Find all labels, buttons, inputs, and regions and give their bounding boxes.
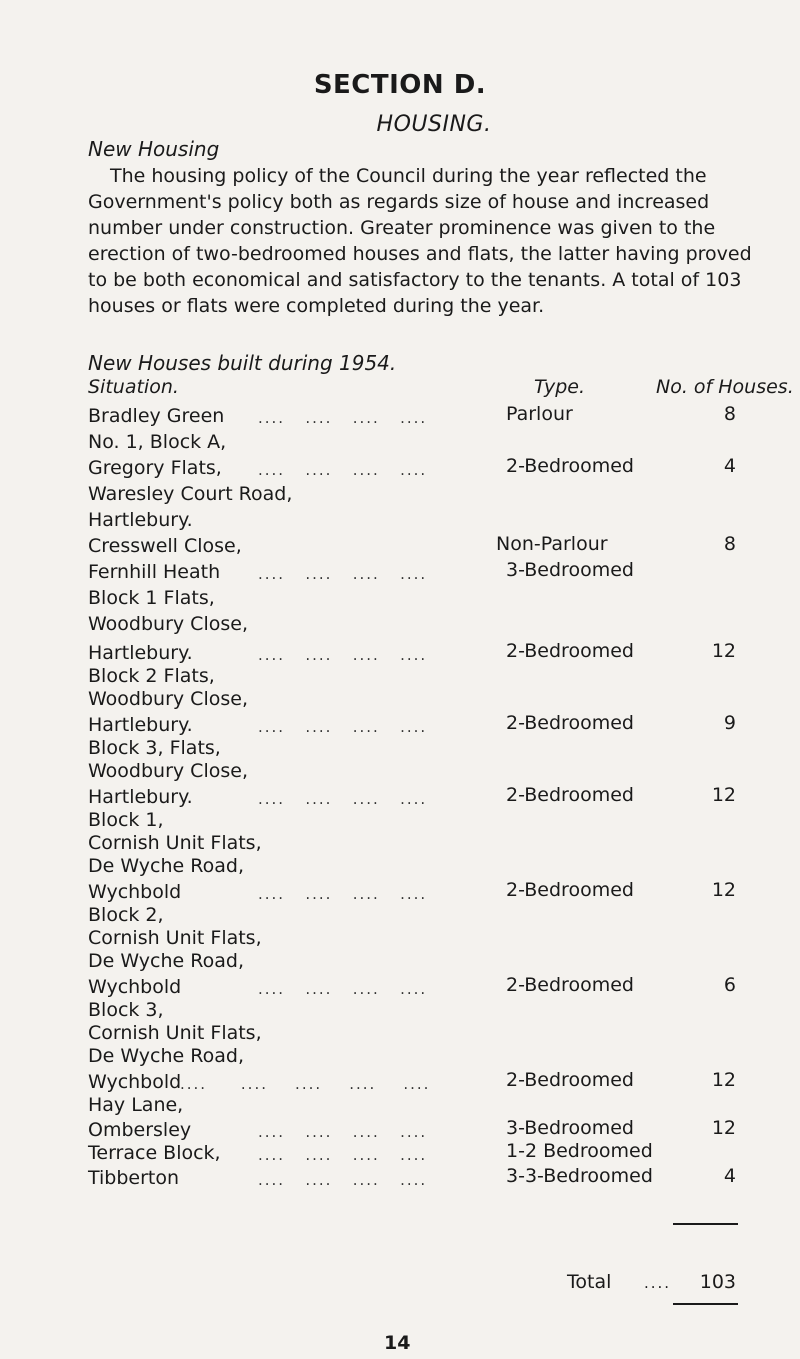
house-type: 3-3-Bedroomed [506, 1165, 653, 1187]
situation-line: Cresswell Close, [88, 535, 242, 557]
situation-line: Tibberton [88, 1167, 180, 1189]
situation-line: Block 2, [88, 904, 164, 926]
total-rule-top [673, 1223, 738, 1225]
paragraph-line: erection of two-bedroomed houses and flats, the latter having proved [88, 243, 752, 265]
leader-dots: .... .... .... .... [258, 1123, 428, 1141]
leader-dots: .... .... .... .... [258, 885, 428, 903]
leader-dots: .... .... .... .... [258, 1171, 428, 1189]
section-heading: SECTION D. [313, 70, 487, 100]
situation-line: Fernhill Heath [88, 561, 221, 583]
situation-line: Hartlebury. [88, 714, 193, 736]
situation-line: Wychbold [88, 1071, 182, 1093]
leader-dots: .... [644, 1274, 672, 1292]
leader-dots: .... .... .... .... [258, 718, 428, 736]
house-count: 12 [711, 784, 736, 806]
table-caption: New Houses built during 1954. [88, 351, 397, 375]
house-type: 3-Bedroomed [506, 1117, 634, 1139]
situation-line: Block 3, Flats, [88, 737, 221, 759]
situation-line: Woodbury Close, [88, 760, 248, 782]
situation-line: De Wyche Road, [88, 1045, 244, 1067]
situation-line: Woodbury Close, [88, 688, 248, 710]
house-count: 6 [723, 974, 736, 996]
house-count: 12 [711, 640, 736, 662]
house-count: 12 [711, 879, 736, 901]
paragraph-line: The housing policy of the Council during the year reflected the [110, 165, 707, 187]
situation-line: Ombersley [88, 1119, 192, 1141]
total-rule-bottom [673, 1303, 738, 1305]
leader-dots: .... .... .... .... .... [180, 1075, 431, 1093]
situation-line: Wychbold [88, 881, 182, 903]
house-count: 8 [723, 403, 736, 425]
situation-line: No. 1, Block A, [88, 431, 227, 453]
count-column-header: No. of Houses. [656, 376, 794, 398]
leader-dots: .... .... .... .... [258, 409, 428, 427]
house-count: 8 [723, 533, 736, 555]
house-type: 2-Bedroomed [506, 640, 634, 662]
total-label: Total [567, 1271, 612, 1293]
page-number: 14 [384, 1332, 411, 1354]
house-type: 2-Bedroomed [506, 784, 634, 806]
situation-line: Gregory Flats, [88, 457, 222, 479]
house-count: 9 [723, 712, 736, 734]
leader-dots: .... .... .... .... [258, 461, 428, 479]
situation-line: Cornish Unit Flats, [88, 832, 262, 854]
house-type: 1-2 Bedroomed [506, 1140, 653, 1162]
paragraph-line: to be both economical and satisfactory to the tenants. A total of 103 [88, 269, 742, 291]
situation-line: Hartlebury. [88, 786, 193, 808]
house-count: 12 [711, 1117, 736, 1139]
situation-line: Hartlebury. [88, 509, 193, 531]
situation-line: Wychbold [88, 976, 182, 998]
leader-dots: .... .... .... .... [258, 980, 428, 998]
leader-dots: .... .... .... .... [258, 646, 428, 664]
situation-line: De Wyche Road, [88, 855, 244, 877]
situation-line: Cornish Unit Flats, [88, 1022, 262, 1044]
leader-dots: .... .... .... .... [258, 1146, 428, 1164]
situation-line: Block 1 Flats, [88, 587, 215, 609]
paragraph-line: Government's policy both as regards size of house and increased [88, 191, 710, 213]
new-housing-subheading: New Housing [88, 137, 220, 161]
house-type: 2-Bedroomed [506, 1069, 634, 1091]
type-column-header: Type. [534, 376, 585, 398]
house-count: 4 [723, 455, 736, 477]
house-type: 3-Bedroomed [506, 559, 634, 581]
situation-column-header: Situation. [88, 376, 179, 398]
situation-line: Block 2 Flats, [88, 665, 215, 687]
situation-line: Hay Lane, [88, 1094, 184, 1116]
situation-line: Terrace Block, [88, 1142, 221, 1164]
policy-paragraph [88, 163, 778, 319]
situation-line: De Wyche Road, [88, 950, 244, 972]
situation-line: Hartlebury. [88, 642, 193, 664]
situation-line: Block 1, [88, 809, 164, 831]
situation-line: Bradley Green [88, 405, 225, 427]
total-value: 103 [699, 1271, 736, 1293]
house-count: 4 [723, 1165, 736, 1187]
house-type: Parlour [506, 403, 573, 425]
house-type: 2-Bedroomed [506, 712, 634, 734]
house-count: 12 [711, 1069, 736, 1091]
house-type: 2-Bedroomed [506, 455, 634, 477]
page-title: HOUSING. [376, 112, 492, 137]
house-type: 2-Bedroomed [506, 974, 634, 996]
house-type: 2-Bedroomed [506, 879, 634, 901]
paragraph-line: houses or flats were completed during the year. [88, 295, 545, 317]
leader-dots: .... .... .... .... [258, 790, 428, 808]
situation-line: Cornish Unit Flats, [88, 927, 262, 949]
situation-line: Woodbury Close, [88, 613, 248, 635]
house-type: Non-Parlour [496, 533, 608, 555]
situation-line: Waresley Court Road, [88, 483, 293, 505]
situation-line: Block 3, [88, 999, 164, 1021]
paragraph-line: number under construction. Greater prominence was given to the [88, 217, 716, 239]
leader-dots: .... .... .... .... [258, 565, 428, 583]
